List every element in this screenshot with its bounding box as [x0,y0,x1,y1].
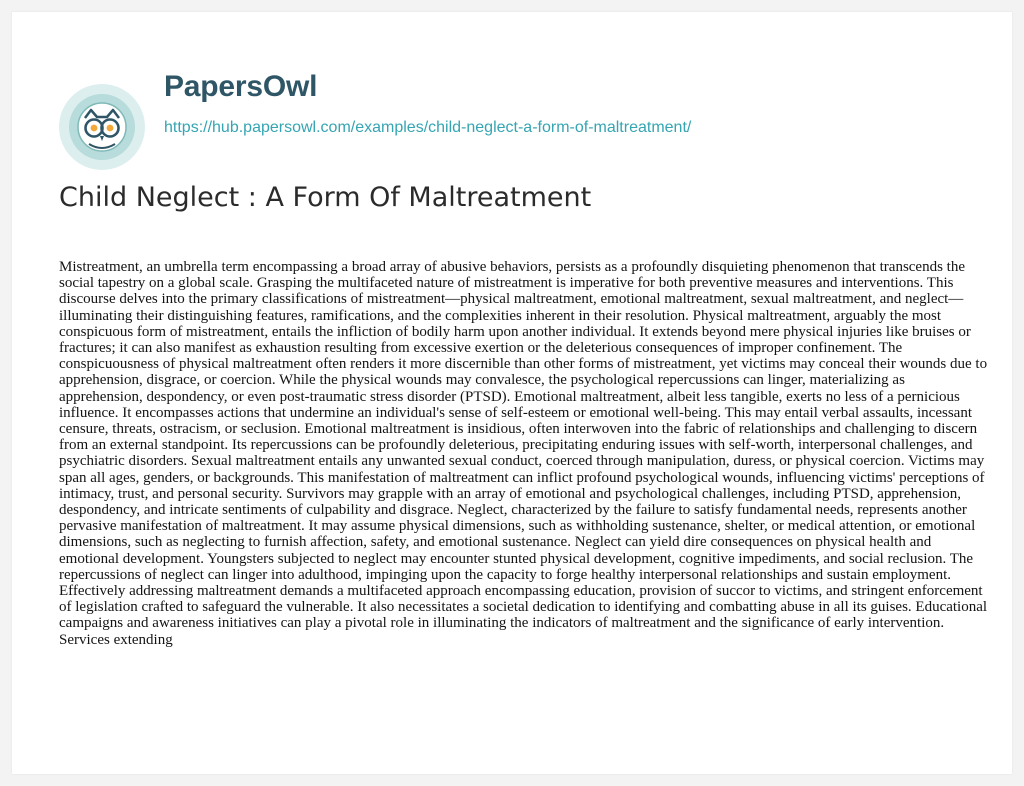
source-url-link[interactable]: https://hub.papersowl.com/examples/child-neglect-a-form-of-maltreatment/ [164,119,692,136]
article-body: Mistreatment, an umbrella term encompassing a broad array of abusive behaviors, persists as a profoundly disquieting phenomenon that transcends the social tapestry on a global scale. Grasping the multifaceted nature of mistreatment is imperative for both preventive measures and interventions. This discourse delves into the primary classifications of mistreatment—physical maltreatment, emotional maltreatment, sexual maltreatment, and neglect—illuminating their distinguishing features, ramifications, and the complexities inherent in their resolution. Physical maltreatment, arguably the most conspicuous form of mistreatment, entails the infliction of bodily harm upon another individual. It extends beyond mere physical injuries like bruises or fractures; it can also manifest as exhaustion resulting from excessive exertion or the deleterious consequences of improper confinement. The conspicuousness of physical maltreatment often renders it more discernible than other forms of mistreatment, yet victims may conceal their wounds due to apprehension, disgrace, or coercion. While the physical wounds may convalesce, the psychological repercussions can linger, materializing as apprehension, despondency, or even post-traumatic stress disorder (PTSD). Emotional maltreatment, albeit less tangible, exerts no less of a pernicious influence. It encompasses actions that undermine an individual's sense of self-esteem or emotional well-being. This may entail verbal assaults, incessant censure, threats, ostracism, or seclusion. Emotional maltreatment is insidious, often interwoven into the fabric of relationships and challenging to discern from an external standpoint. Its repercussions can be profoundly deleterious, precipitating enduring issues with self-worth, interpersonal challenges, and psychiatric disorders. Sexual maltreatment entails any unwanted sexual conduct, coerced through manipulation, duress, or physical coercion. Victims may span all ages, genders, or backgrounds. This manifestation of maltreatment can inflict profound psychological wounds, influencing victims' perceptions of intimacy, trust, and personal security. Survivors may grapple with an array of emotional and psychological challenges, including PTSD, apprehension, despondency, and intricate sentiments of culpability and disgrace. Neglect, characterized by the failure to satisfy fundamental needs, represents another pervasive manifestation of maltreatment. It may assume physical dimensions, such as withholding sustenance, shelter, or medical attention, or emotional dimensions, such as neglecting to furnish affection, safety, and emotional sustenance. Neglect can yield dire consequences on physical health and emotional development. Youngsters subjected to neglect may encounter stunted physical development, cognitive impediments, and social reclusion. The repercussions of neglect can linger into adulthood, impinging upon the capacity to forge healthy interpersonal relationships and sustain employment. Effectively addressing maltreatment demands a multifaceted approach encompassing education, provision of succor to victims, and stringent enforcement of legislation crafted to safeguard the vulnerable. It also necessitates a societal dedication to identifying and combatting abuse in all its guises. Educational campaigns and awareness initiatives can play a pivotal role in illuminating the indicators of maltreatment and the significance of early intervention. Services extending [59,259,988,648]
owl-logo-icon [57,82,147,172]
document-page [12,12,1012,774]
article-title: Child Neglect : A Form Of Maltreatment [59,182,592,213]
brand-name: PapersOwl [164,70,318,103]
